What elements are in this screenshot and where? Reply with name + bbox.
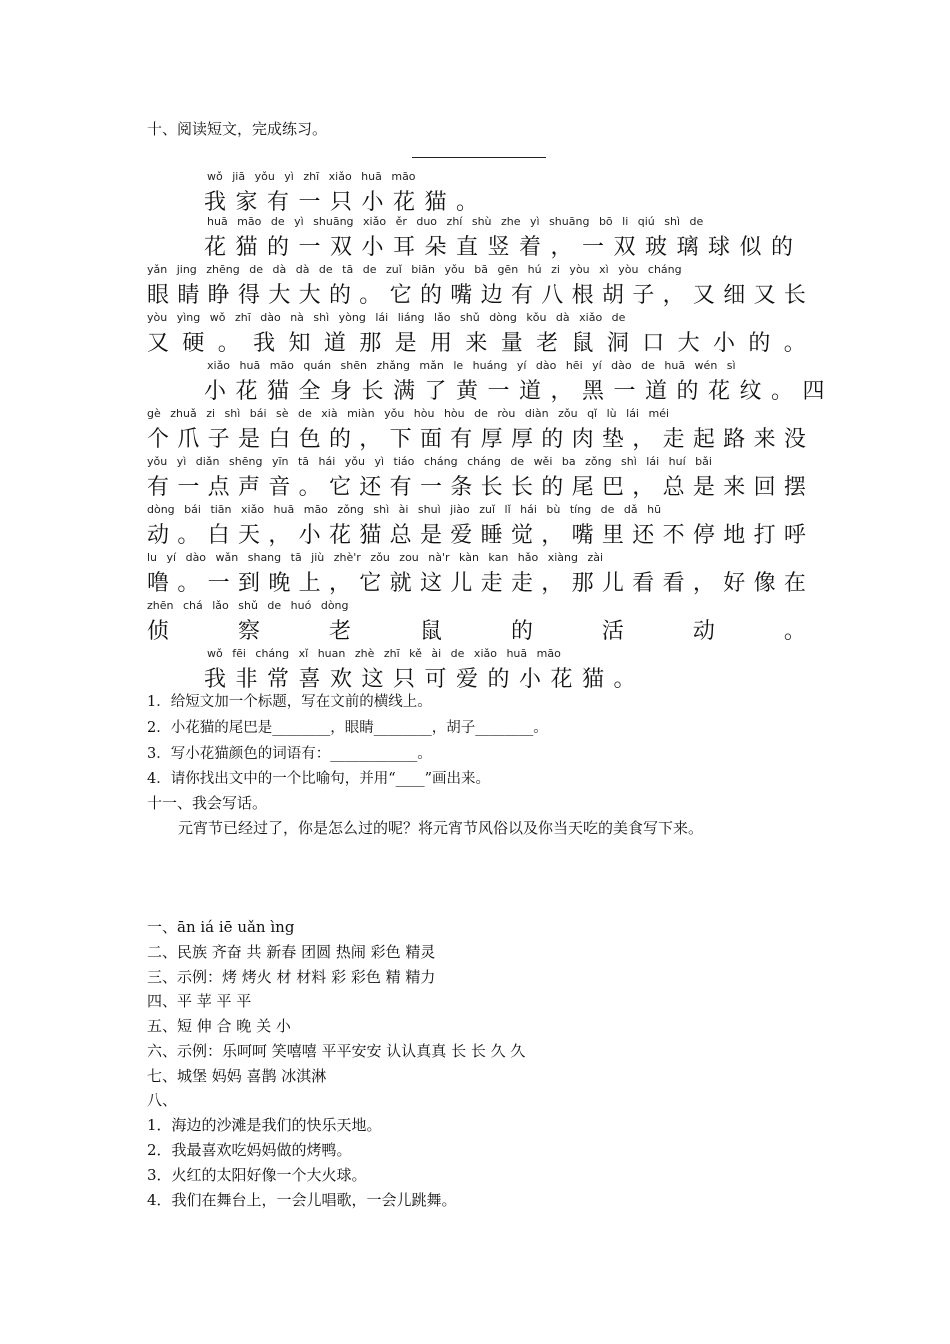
pinyin-line: wǒ jiā yǒu yì zhī xiǎo huā māo [207, 170, 416, 183]
hanzi-line: 动 。 白 天 ， 小 花 猫 总 是 爱 睡 觉 ， 嘴 里 还 不 停 地 打 呼 [147, 523, 807, 548]
pinyin-line: lu yí dào wǎn shang tā jiù zhè'r zǒu zou nà'r kàn kan hǎo xiàng zài [147, 551, 604, 564]
hanzi-line: 我家有一只小花猫。 [204, 190, 488, 215]
question-3: 3．写小花猫颜色的词语有：____________。 [147, 746, 432, 762]
hanzi-line: 小花猫全身长满了黄一道，黑一道的花纹。四 [204, 379, 835, 404]
pinyin-line: xiǎo huā māo quán shēn zhǎng mǎn le huáng yí dào hēi yí dào de huā wén sì [207, 359, 736, 372]
answer-8: 八、 [147, 1091, 178, 1109]
answer-7: 七、城堡 妈妈 喜鹊 冰淇淋 [147, 1067, 327, 1085]
hanzi-line: 侦 察 老 鼠 的 活 动 。 [147, 619, 807, 644]
hanzi-line: 噜 。 一 到 晚 上 ， 它 就 这 儿 走 走 ， 那 儿 看 看 ， 好 像 在 [147, 571, 807, 596]
pinyin-line: yòu yìng wǒ zhī dào nà shì yòng lái liáng lǎo shǔ dòng kǒu dà xiǎo de [147, 311, 626, 324]
hanzi-line: 有 一 点 声 音 。 它 还 有 一 条 长 长 的 尾 巴 ， 总 是 来 回 摆 [147, 475, 807, 500]
answer-3: 三、示例：烤 烤火 材 材料 彩 彩色 精 精力 [147, 968, 436, 986]
question-1: 1．给短文加一个标题，写在文前的横线上。 [147, 694, 432, 710]
pinyin-line: zhēn chá lǎo shǔ de huó dòng [147, 599, 349, 612]
answer-8-item-2: 2．我最喜欢吃妈妈做的烤鸭。 [147, 1141, 352, 1159]
answer-4: 四、平 苹 平 平 [147, 992, 252, 1010]
writing-prompt: 元宵节已经过了，你是怎么过的呢？将元宵节风俗以及你当天吃的美食写下来。 [178, 819, 704, 837]
hanzi-line: 眼 睛 睁 得 大 大 的 。 它 的 嘴 边 有 八 根 胡 子 ， 又 细 又 长 [147, 283, 807, 308]
title-blank-line [412, 157, 546, 158]
answer-5: 五、短 伸 合 晚 关 小 [147, 1017, 291, 1035]
answer-8-item-1: 1．海边的沙滩是我们的快乐天地。 [147, 1116, 382, 1134]
answer-8-item-3: 3．火红的太阳好像一个大火球。 [147, 1166, 367, 1184]
question-4: 4．请你找出文中的一个比喻句，并用“____”画出来。 [147, 771, 491, 787]
answer-8-item-4: 4．我们在舞台上，一会儿唱歌，一会儿跳舞。 [147, 1191, 457, 1209]
hanzi-line: 又 硬 。 我 知 道 那 是 用 来 量 老 鼠 洞 口 大 小 的 。 [147, 331, 807, 356]
question-2: 2．小花猫的尾巴是________，眼睛________，胡子________。 [147, 720, 548, 736]
pinyin-line: gè zhuǎ zi shì bái sè de xià miàn yǒu hòu hòu de ròu diàn zǒu qǐ lù lái méi [147, 407, 670, 420]
pinyin-line: huā māo de yì shuāng xiǎo ěr duo zhí shù zhe yì shuāng bō li qiú shì de [207, 215, 704, 228]
hanzi-line: 我非常喜欢这只可爱的小花猫。 [204, 667, 646, 692]
section-10-heading: 十、阅读短文，完成练习。 [147, 120, 328, 138]
answer-1: 一、ān iá iē uǎn ìng [147, 918, 295, 936]
pinyin-line: wǒ fēi cháng xǐ huan zhè zhī kě ài de xiǎo huā māo [207, 647, 561, 660]
pinyin-line: yǒu yì diǎn shēng yīn tā hái yǒu yì tiáo cháng cháng de wěi ba zǒng shì lái huí bǎi [147, 455, 712, 468]
pinyin-line: dòng bái tiān xiǎo huā māo zǒng shì ài shuì jiào zuǐ lǐ hái bù tíng de dǎ hū [147, 503, 662, 516]
pinyin-line: yǎn jing zhēng de dà dà de tā de zuǐ biān yǒu bā gēn hú zi yòu xì yòu cháng [147, 263, 682, 276]
section-11-heading: 十一、我会写话。 [147, 794, 268, 812]
answer-6: 六、示例：乐呵呵 笑嘻嘻 平平安安 认认真真 长 长 久 久 [147, 1042, 526, 1060]
hanzi-line: 花猫的一双小耳朵直竖着，一双玻璃球似的 [204, 235, 803, 260]
hanzi-line: 个 爪 子 是 白 色 的 ， 下 面 有 厚 厚 的 肉 垫 ， 走 起 路 来 没 [147, 427, 807, 452]
answer-2: 二、民族 齐奋 共 新春 团圆 热闹 彩色 精灵 [147, 943, 436, 961]
